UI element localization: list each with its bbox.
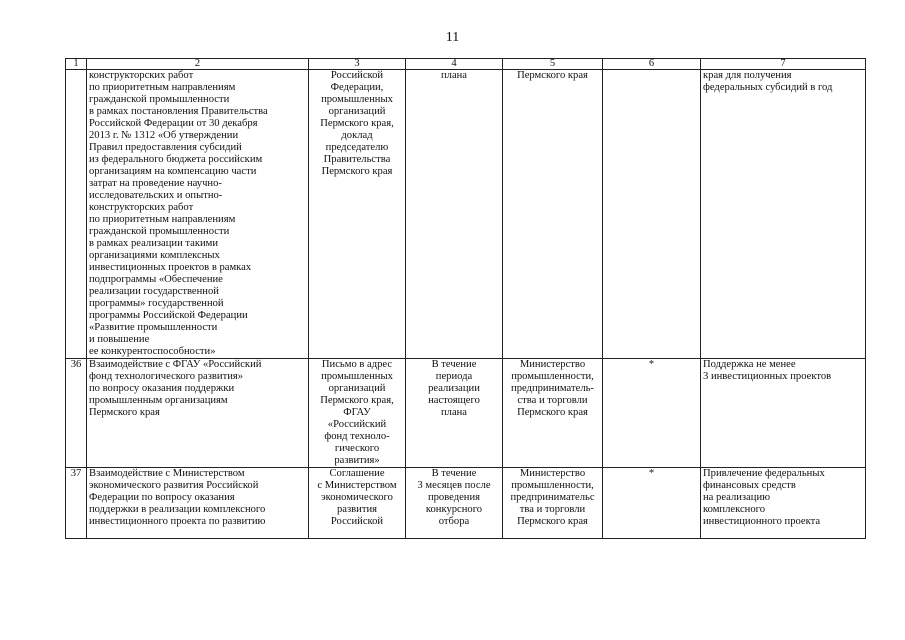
cell-line: федеральных субсидий в год — [703, 82, 833, 93]
cell-line: Соглашение — [329, 468, 385, 479]
cell-line: промышленных — [321, 371, 393, 382]
cell-line: по приоритетным направлениям — [89, 214, 236, 225]
cell-line: промышленным организациям — [89, 395, 228, 406]
cell-line: Российской — [330, 70, 384, 81]
row-number-cell — [66, 359, 87, 468]
cell-line: организациям на компенсацию части — [89, 166, 257, 177]
cell-line: Пермского края — [517, 70, 588, 81]
cell-line: развития — [336, 504, 378, 515]
cell-line: края для получения — [703, 70, 792, 81]
cell-line: * — [648, 359, 655, 370]
cell-line: промышленных — [321, 94, 393, 105]
table-row — [66, 70, 866, 359]
cell-line: * — [648, 468, 655, 479]
cell-line: ФГАУ — [343, 407, 371, 418]
cell-line: промышленности, — [511, 371, 594, 382]
cell-line: Федерации по вопросу оказания — [89, 492, 235, 503]
cell-line: гического — [334, 443, 380, 454]
cell-line: комплексного — [703, 504, 765, 515]
column-number-row — [66, 59, 866, 70]
cell-line: ее конкурентоспособности» — [89, 346, 216, 357]
column-header: 3 — [309, 59, 406, 70]
cell-line: «Развитие промышленности — [89, 322, 218, 333]
document-cell — [309, 468, 406, 539]
cell-line: отбора — [438, 516, 470, 527]
row-number-cell — [66, 468, 87, 539]
row-number: 37 — [70, 468, 82, 479]
cell-line: Взаимодействие с ФГАУ «Российский — [89, 359, 262, 370]
cell-line: В течение — [431, 359, 477, 370]
cell-line: проведения — [427, 492, 481, 503]
table-row — [66, 359, 866, 468]
mark-cell — [603, 468, 701, 539]
cell-line: Российской — [330, 516, 384, 527]
column-header: 4 — [406, 59, 503, 70]
cell-line: инвестиционных проектов в рамках — [89, 262, 252, 273]
cell-line: председателю — [325, 142, 389, 153]
page-number: 11 — [445, 30, 460, 45]
mark-cell — [603, 70, 701, 359]
deadline-cell — [406, 359, 503, 468]
cell-line: на реализацию — [703, 492, 771, 503]
row-number: 36 — [70, 359, 82, 370]
cell-line: фонд техноло- — [324, 431, 390, 442]
deadline-cell — [406, 468, 503, 539]
cell-line: конструкторских работ — [89, 70, 194, 81]
cell-line: Пермского края — [517, 516, 588, 527]
cell-line: поддержки в реализации комплексного — [89, 504, 266, 515]
result-cell — [701, 359, 866, 468]
activity-cell — [87, 70, 309, 359]
cell-line: предпринимательс — [510, 492, 595, 503]
cell-line: программы Российской Федерации — [89, 310, 248, 321]
cell-line: тва и торговли — [519, 504, 586, 515]
row-number-cell — [66, 70, 87, 359]
responsible-cell — [503, 468, 603, 539]
cell-line: инвестиционного проекта по развитию — [89, 516, 266, 527]
cell-line: предприниматель- — [511, 383, 594, 394]
responsible-cell — [503, 70, 603, 359]
cell-line: с Министерством — [317, 480, 397, 491]
deadline-cell — [406, 70, 503, 359]
cell-line: Пермского края — [321, 166, 393, 177]
cell-line: Пермского края, — [320, 395, 394, 406]
cell-line: Министерство — [519, 359, 586, 370]
column-header: 6 — [603, 59, 701, 70]
cell-line: 3 месяцев после — [417, 480, 491, 491]
column-header: 7 — [701, 59, 866, 70]
cell-line: Министерство — [519, 468, 586, 479]
cell-line: Взаимодействие с Министерством — [89, 468, 245, 479]
cell-line: доклад — [341, 130, 373, 141]
cell-line: Пермского края — [517, 407, 588, 418]
cell-line: плана — [440, 407, 468, 418]
cell-line: организаций — [328, 383, 386, 394]
cell-line: Пермского края — [89, 407, 160, 418]
cell-line: В течение — [431, 468, 477, 479]
cell-line: и повышение — [89, 334, 150, 345]
cell-line: из федерального бюджета российским — [89, 154, 263, 165]
cell-line: исследовательских и опытно- — [89, 190, 223, 201]
cell-line: промышленности, — [511, 480, 594, 491]
activity-cell — [87, 359, 309, 468]
cell-line: конкурсного — [425, 504, 483, 515]
cell-line: программы» государственной — [89, 298, 224, 309]
result-cell — [701, 468, 866, 539]
document-cell — [309, 359, 406, 468]
cell-line: гражданской промышленности — [89, 226, 230, 237]
cell-line: Российской Федерации от 30 декабря — [89, 118, 258, 129]
cell-line: плана — [440, 70, 468, 81]
cell-line: Правил предоставления субсидий — [89, 142, 242, 153]
cell-line: ства и торговли — [517, 395, 588, 406]
column-header: 1 — [66, 59, 87, 70]
cell-line: Письмо в адрес — [321, 359, 393, 370]
cell-line: подпрограммы «Обеспечение — [89, 274, 223, 285]
activity-cell — [87, 468, 309, 539]
cell-line: Привлечение федеральных — [703, 468, 825, 479]
cell-line: «Российский — [327, 419, 387, 430]
document-cell — [309, 70, 406, 359]
cell-line: экономического развития Российской — [89, 480, 259, 491]
cell-line: реализации — [428, 383, 480, 394]
cell-line: фонд технологического развития» — [89, 371, 244, 382]
cell-line: Федерации, — [330, 82, 384, 93]
cell-line: конструкторских работ — [89, 202, 194, 213]
cell-line: Поддержка не менее — [703, 359, 796, 370]
column-header: 5 — [503, 59, 603, 70]
cell-line: затрат на проведение научно- — [89, 178, 222, 189]
table-row — [66, 468, 866, 539]
cell-line: Пермского края, — [320, 118, 394, 129]
cell-line: по вопросу оказания поддержки — [89, 383, 235, 394]
cell-line: организациями комплексных — [89, 250, 220, 261]
cell-line: реализации государственной — [89, 286, 219, 297]
column-header: 2 — [87, 59, 309, 70]
cell-line: развития» — [334, 455, 380, 466]
cell-line: 2013 г. № 1312 «Об утверждении — [89, 130, 239, 141]
cell-line: организаций — [328, 106, 386, 117]
cell-line: финансовых средств — [703, 480, 796, 491]
result-cell — [701, 70, 866, 359]
cell-line: гражданской промышленности — [89, 94, 230, 105]
cell-line: экономического — [321, 492, 393, 503]
cell-line: настоящего — [428, 395, 480, 406]
cell-line: в рамках постановления Правительства — [89, 106, 268, 117]
cell-line: по приоритетным направлениям — [89, 82, 236, 93]
cell-line: инвестиционного проекта — [703, 516, 821, 527]
cell-line: в рамках реализации такими — [89, 238, 219, 249]
mark-cell — [603, 359, 701, 468]
cell-line: 3 инвестиционных проектов — [703, 371, 832, 382]
action-plan-table — [65, 58, 866, 539]
cell-line: периода — [435, 371, 473, 382]
cell-line: Правительства — [323, 154, 391, 165]
responsible-cell — [503, 359, 603, 468]
